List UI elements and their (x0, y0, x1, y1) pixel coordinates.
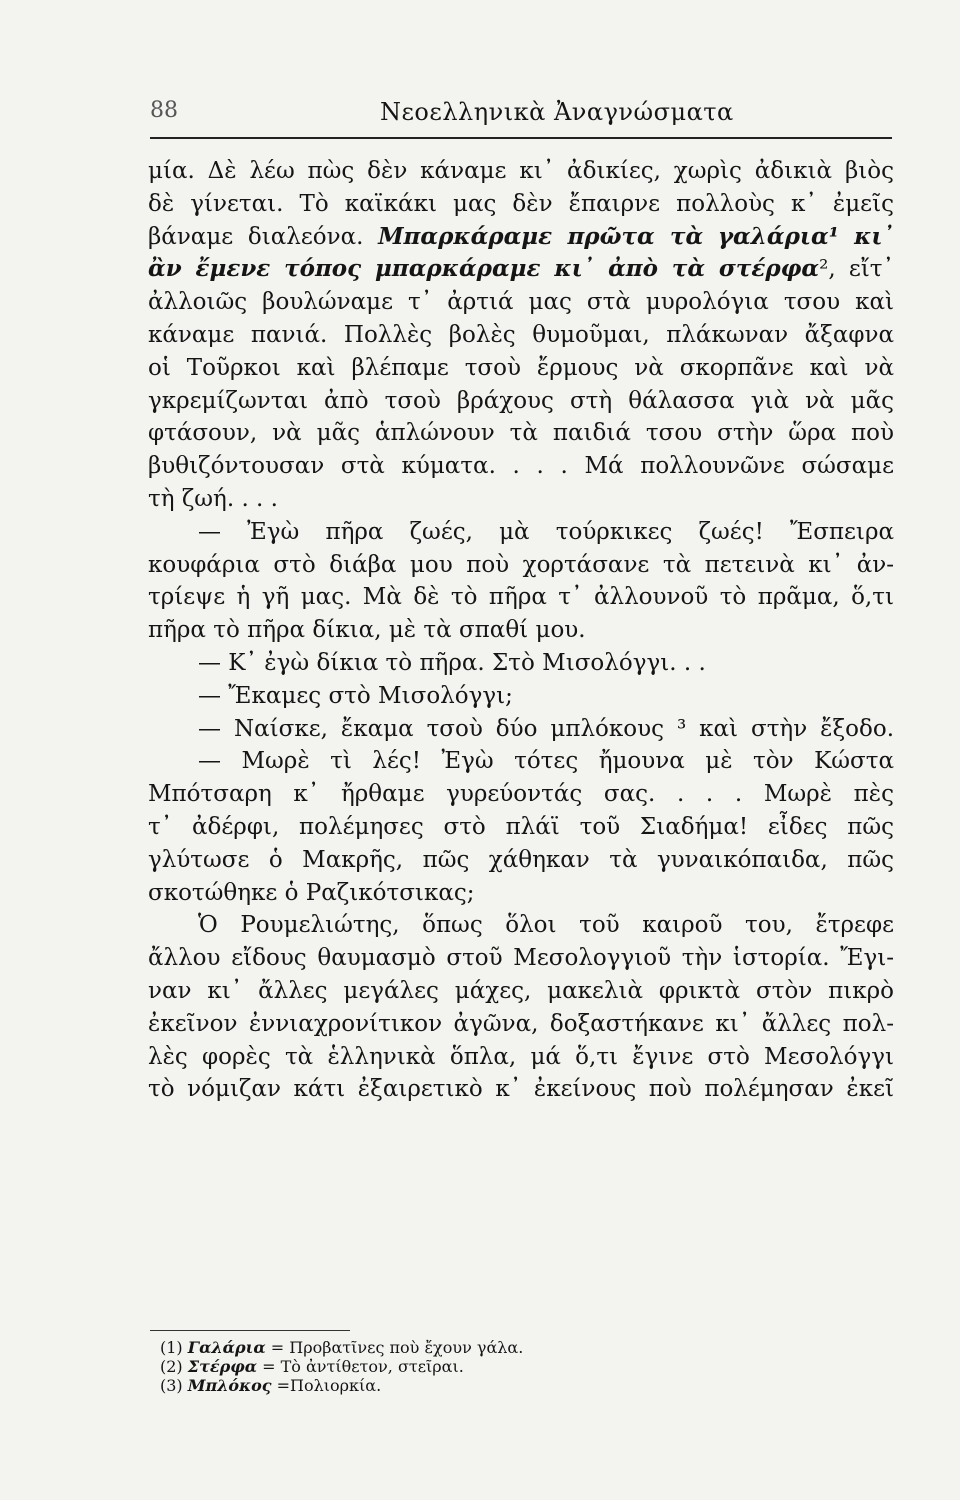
text-span: ², εἴτ᾽ (819, 256, 894, 283)
text-line-mixed (148, 253, 894, 286)
footnote-term: Μπλόκος (187, 1376, 272, 1395)
text-line: τὴ ζωή. . . . (148, 485, 278, 512)
text-line: ἐκεῖνον ἐννιαχρονίτικον ἀγῶνα, δοξαστήκανε κι᾽ ἄλλες πολ- (148, 1010, 894, 1037)
footnotes (160, 1338, 760, 1395)
text-line: φτάσουν, νὰ μᾶς ἁπλώνουν τὰ παιδιά τσου στὴν ὥρα ποὺ (148, 420, 894, 447)
page-header (150, 90, 892, 130)
dialogue-line: — Κ᾽ ἐγὼ δίκια τὸ πῆρα. Στὸ Μισολόγγι. . . (198, 649, 706, 676)
bold-italic-span: ἂν ἔμενε τόπος μπαρκάραμε κι᾽ ἀπὸ τὰ στέρφα (148, 255, 820, 283)
text-line: ναν κι᾽ ἄλλες μεγάλες μάχες, μακελιὰ φρικτὰ στὸν πικρὸ (148, 977, 894, 1004)
footnote-marker: (1) (160, 1338, 183, 1357)
text-line: μία. Δὲ λέω πὼς δὲν κάναμε κι᾽ ἀδικίες, χωρὶς ἀδικιὰ βιὸς (148, 158, 894, 184)
text-line: τ᾽ ἀδέρφι, πολέμησες στὸ πλάϊ τοῦ Σιαδήμα! εἶδες πῶς (148, 813, 894, 840)
dialogue-line: — Μωρὲ τὶ λές! Ἐγὼ τότες ἤμουνα μὲ τὸν Κώστα (198, 748, 894, 775)
text-line: ἄλλου εἴδους θαυμασμὸ στοῦ Μεσολογγιοῦ τὴν ἱστορία. Ἔγι- (148, 945, 894, 972)
text-line: σκοτώθηκε ὁ Ραζικότσικας; (148, 879, 475, 906)
body-text (148, 155, 894, 1106)
text-line: βυθιζόντουσαν στὰ κύματα. . . . Μά πολλουνῶνε σώσαμε (148, 453, 894, 480)
text-line: ἀλλοιῶς βουλώναμε τ᾽ ἀρτιά μας στὰ μυρολόγια τσου καὶ (148, 289, 894, 316)
text-line: τὸ νόμιζαν κάτι ἐξαιρετικὸ κ᾽ ἐκείνους ποὺ πολέμησαν ἐκεῖ (148, 1076, 894, 1103)
page-number: 88 (150, 98, 178, 123)
dialogue-line: — Ἐγὼ πῆρα ζωές, μὰ τούρκικες ζωές! Ἔσπειρα (198, 518, 894, 545)
footnote-definition: =Πολιορκία. (276, 1376, 382, 1395)
bold-italic-span: γαλάρια¹ κι᾽ (717, 222, 894, 250)
dialogue-line: — Ναίσκε, ἔκαμα τσοὺ δύο μπλόκους ³ καὶ στὴν ἔξοδο. (198, 715, 894, 742)
footnote-definition: = Τὸ ἀντίθετον, στεῖραι. (262, 1357, 464, 1376)
text-line: Μπότσαρη κ᾽ ἤρθαμε γυρεύοντάς σας. . . . Μωρὲ πὲς (148, 781, 894, 808)
text-line: τρίεψε ἡ γῆ μας. Μὰ δὲ τὸ πῆρα τ᾽ ἀλλουνοῦ τὸ πρᾶμα, ὅ,τι (148, 584, 894, 611)
text-line: γκρεμίζωνται ἀπὸ τσοὺ βράχους στὴ θάλασσα γιὰ νὰ μᾶς (148, 387, 894, 414)
header-rule (150, 137, 892, 139)
text-line-mixed (148, 221, 894, 254)
footnote-marker: (3) (160, 1376, 183, 1395)
footnote-definition: = Προβατῖνες ποὺ ἔχουν γάλα. (270, 1338, 524, 1357)
text-line: πῆρα τὸ πῆρα δίκια, μὲ τὰ σπαθί μου. (148, 617, 586, 644)
running-title: Νεοελληνικὰ Ἀναγνώσματα (380, 98, 734, 126)
paragraph-first-line: Ὁ Ρουμελιώτης, ὅπως ὅλοι τοῦ καιροῦ του, ἔτρεφε (198, 912, 894, 939)
footnote (160, 1357, 760, 1376)
text-line: κάναμε πανιά. Πολλὲς βολὲς θυμοῦμαι, πλάκωναν ἄξαφνα (148, 321, 894, 348)
footnote-marker: (2) (160, 1357, 183, 1376)
footnote-term: Στέρφα (187, 1357, 257, 1376)
text-line: δὲ γίνεται. Τὸ καϊκάκι μας δὲν ἔπαιρνε πολλοὺς κ᾽ ἐμεῖς (148, 190, 894, 217)
text-span: βάναμε διαλεόνα. (148, 223, 364, 250)
text-line: οἱ Τοῦρκοι καὶ βλέπαμε τσοὺ ἔρμους νὰ σκορπᾶνε καὶ νὰ (148, 354, 894, 381)
dialogue-line: — Ἔκαμες στὸ Μισολόγγι; (198, 682, 513, 709)
footnote (160, 1338, 760, 1357)
bold-italic-span: Μπαρκάραμε πρῶτα τὰ (378, 222, 704, 250)
text-line: γλύτωσε ὁ Μακρῆς, πῶς χάθηκαν τὰ γυναικόπαιδα, πῶς (148, 846, 894, 873)
footnote-term: Γαλάρια (187, 1338, 266, 1357)
footnote (160, 1376, 760, 1395)
text-line: λὲς φορὲς τὰ ἑλληνικὰ ὅπλα, μά ὅ,τι ἔγινε στὸ Μεσολόγγι (148, 1043, 894, 1070)
text-line: κουφάρια στὸ διάβα μου ποὺ χορτάσανε τὰ πετεινὰ κι᾽ ἀν- (148, 551, 894, 578)
footnote-rule (150, 1330, 350, 1331)
